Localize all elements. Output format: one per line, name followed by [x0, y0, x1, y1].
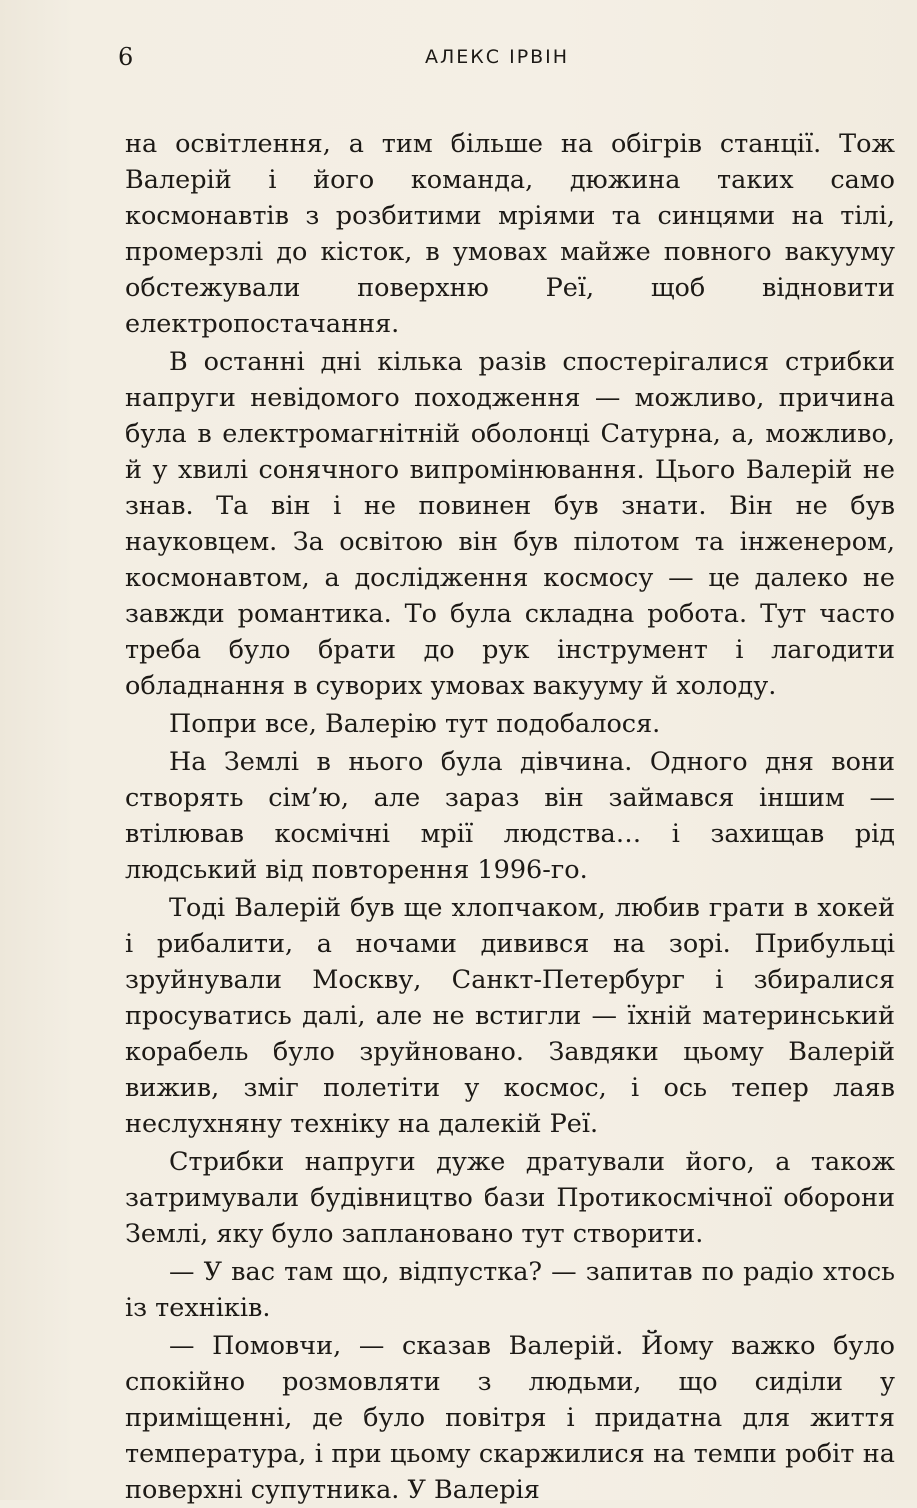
dialogue-paragraph: — Помовчи, — сказав Валерій. Йому важко було спокійно розмовляти з людьми, що сиділи у приміщенні, де було повітря і придатна для життя температура, і при цьому скаржилися на темпи робіт на поверхні супутника. У Валерія	[125, 1331, 895, 1505]
paragraph: Попри все, Валерію тут подобалося.	[169, 709, 661, 739]
body-text	[125, 126, 895, 1508]
paragraph: В останні дні кілька разів спостерігалися стрибки напруги невідомого походження — можливо, причина була в електромагнітній оболонці Сатурна, а, можливо, й у хвилі сонячного випромінювання. Цього Валерій не знав. Та він і не повинен був знати. Він не був науковцем. За освітою він був пілотом та інженером, космонавтом, а дослідження космосу — це далеко не завжди романтика. То була складна робота. Тут часто треба було брати до рук інструмент і лагодити обладнання в суворих умовах вакууму й холоду.	[125, 347, 895, 701]
paragraph: Тоді Валерій був ще хлопчаком, любив грати в хокей і рибалити, а ночами дивився на зорі. Прибульці зруйнували Москву, Санкт-Петербург і збиралися просуватись далі, але не встигли — їхній материнський корабель було зруйновано. Завдяки цьому Валерій вижив, зміг полетіти у космос, і ось тепер лаяв неслухняну техніку на далекій Реї.	[125, 893, 895, 1139]
dialogue-paragraph: — У вас там що, відпустка? — запитав по радіо хтось із техніків.	[125, 1257, 895, 1323]
paragraph-continuation: на освітлення, а тим більше на обігрів станції. Тож Валерій і його команда, дюжина таких само космонавтів з розбитими мріями та синцями на тілі, промерзлі до кісток, в умовах майже повного вакууму обстежували поверхню Реї, щоб відновити електропостачання.	[125, 129, 895, 339]
page-number: 6	[118, 43, 134, 71]
running-head: АЛЕКС ІРВІН	[425, 46, 570, 68]
paragraph: Стрибки напруги дуже дратували його, а також затримували будівництво бази Протикосмічної оборони Землі, яку було заплановано тут створити.	[125, 1147, 895, 1249]
paragraph: На Землі в нього була дівчина. Одного дня вони створять сім’ю, але зараз він займався іншим — втілював космічні мрії людства… і захищав рід людський від повторення 1996-го.	[125, 747, 895, 885]
